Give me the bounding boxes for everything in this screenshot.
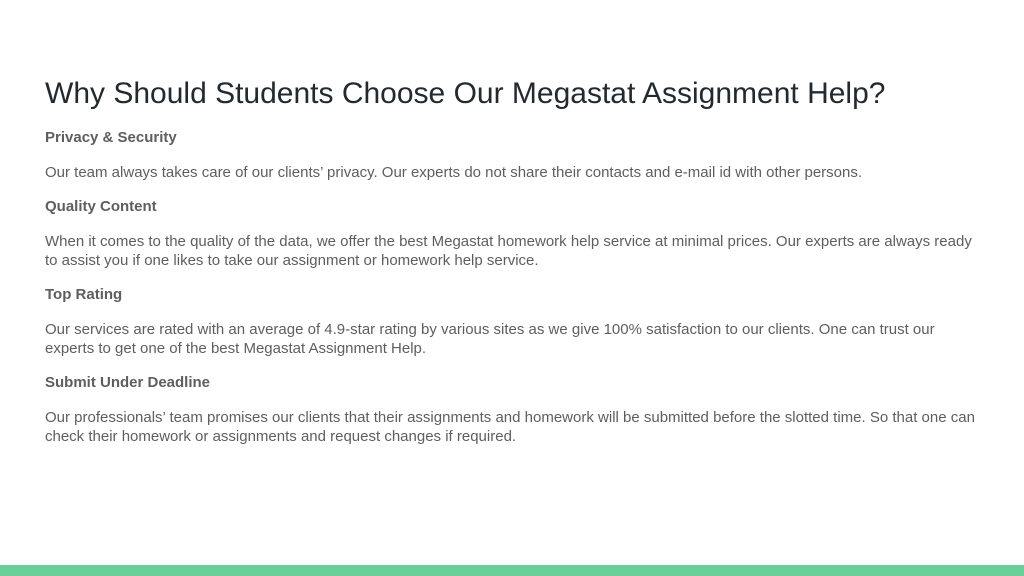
section-heading: Quality Content — [45, 198, 157, 215]
section-quality-content — [45, 198, 985, 270]
section-body: Our services are rated with an average of 4.9-star rating by various sites as we give 100% satisfaction to our clients. One can trust our experts to get one of the best Megastat Assignment Help. — [45, 321, 935, 357]
section-body: Our team always takes care of our clients’ privacy. Our experts do not share their contacts and e-mail id with other persons. — [45, 164, 863, 181]
section-submit-under-deadline — [45, 374, 985, 446]
section-top-rating — [45, 286, 985, 358]
slide-title: Why Should Students Choose Our Megastat Assignment Help? — [45, 77, 886, 110]
slide-content — [45, 74, 985, 462]
section-heading: Top Rating — [45, 286, 123, 303]
section-heading: Privacy & Security — [45, 129, 177, 146]
section-heading: Submit Under Deadline — [45, 374, 211, 391]
section-body: When it comes to the quality of the data, we offer the best Megastat homework help service at minimal prices. Our experts are always ready to assist you if one likes to take our assignment or homework help service. — [45, 233, 972, 269]
bottom-accent-bar — [0, 565, 1024, 576]
section-body: Our professionals’ team promises our clients that their assignments and homework will be submitted before the slotted time. So that one can check their homework or assignments and request changes if required. — [45, 409, 975, 445]
section-privacy-security — [45, 129, 985, 182]
